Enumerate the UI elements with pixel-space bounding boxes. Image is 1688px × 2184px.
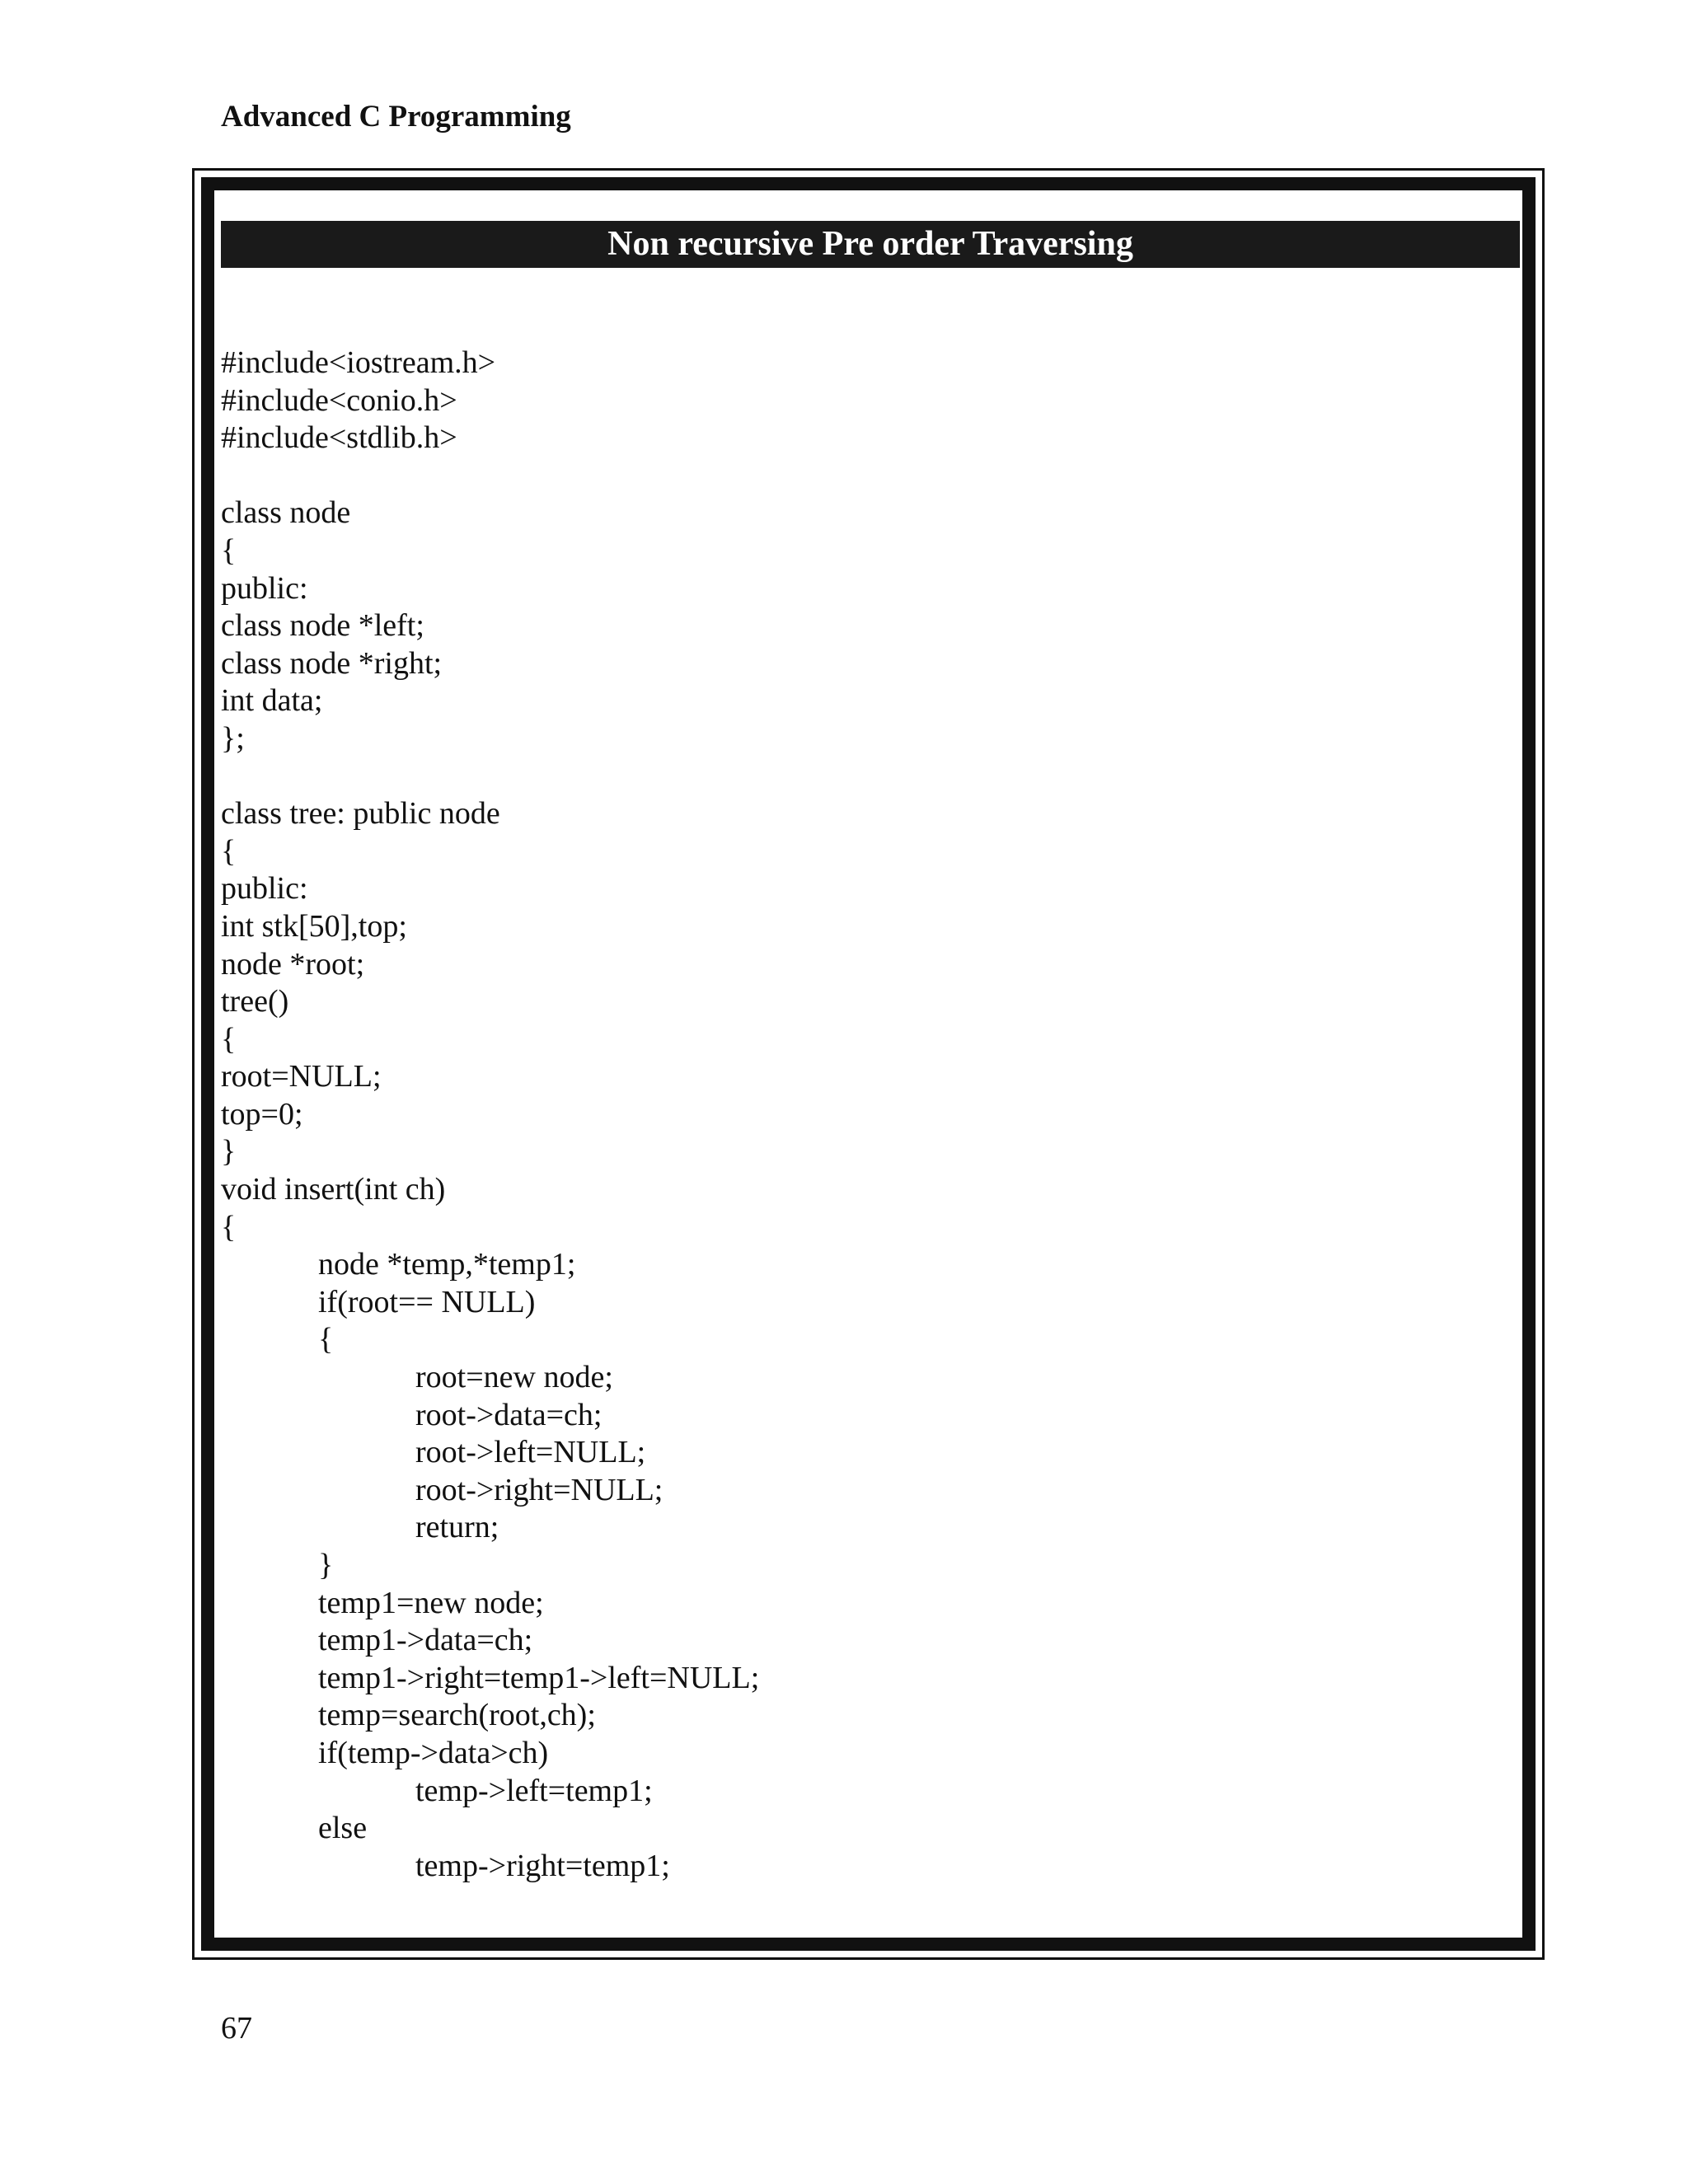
code-line: return; — [415, 1510, 499, 1545]
code-line: } — [318, 1548, 334, 1582]
code-line: root->right=NULL; — [415, 1472, 663, 1507]
code-line: #include<iostream.h> — [221, 345, 496, 380]
code-line: { — [221, 1209, 237, 1244]
code-line: temp1=new node; — [318, 1585, 544, 1620]
code-line: }; — [221, 720, 245, 756]
code-line: { — [221, 833, 237, 869]
code-line: else — [318, 1811, 368, 1846]
code-line: temp->left=temp1; — [415, 1773, 653, 1808]
code-line: root->data=ch; — [415, 1397, 603, 1432]
code-line: top=0; — [221, 1096, 303, 1132]
code-line: class node — [221, 495, 351, 531]
code-line: class node *left; — [221, 608, 424, 644]
page-number: 67 — [221, 2011, 252, 2046]
code-line: #include<stdlib.h> — [221, 420, 457, 456]
code-line: { — [221, 532, 237, 568]
code-line: root=new node; — [415, 1360, 613, 1395]
code-line: #include<conio.h> — [221, 382, 457, 418]
code-line: } — [221, 1134, 237, 1169]
code-line: root=NULL; — [221, 1059, 382, 1094]
code-line-blank — [221, 758, 759, 796]
code-line: class node *right; — [221, 645, 443, 681]
code-line: if(temp->data>ch) — [318, 1735, 549, 1770]
code-line: int data; — [221, 683, 323, 719]
code-line: tree() — [221, 984, 289, 1019]
code-line: int stk[50],top; — [221, 908, 407, 944]
code-listing — [221, 344, 759, 1885]
code-line: { — [318, 1322, 334, 1357]
code-line: node *temp,*temp1; — [318, 1247, 576, 1282]
code-line: public: — [221, 871, 308, 907]
code-line: { — [221, 1021, 237, 1057]
code-line: temp=search(root,ch); — [318, 1698, 596, 1733]
code-line: if(root== NULL) — [318, 1284, 536, 1319]
code-line: temp->right=temp1; — [415, 1848, 670, 1883]
running-header: Advanced C Programming — [221, 100, 571, 134]
code-line: temp1->data=ch; — [318, 1623, 533, 1658]
code-line: node *root; — [221, 946, 365, 982]
code-line: root->left=NULL; — [415, 1435, 646, 1470]
section-title-bar: Non recursive Pre order Traversing — [221, 221, 1520, 268]
code-line-blank — [221, 457, 759, 495]
code-line: public: — [221, 570, 308, 606]
code-line: temp1->right=temp1->left=NULL; — [318, 1660, 760, 1695]
code-line: void insert(int ch) — [221, 1172, 446, 1207]
code-line: class tree: public node — [221, 796, 500, 832]
